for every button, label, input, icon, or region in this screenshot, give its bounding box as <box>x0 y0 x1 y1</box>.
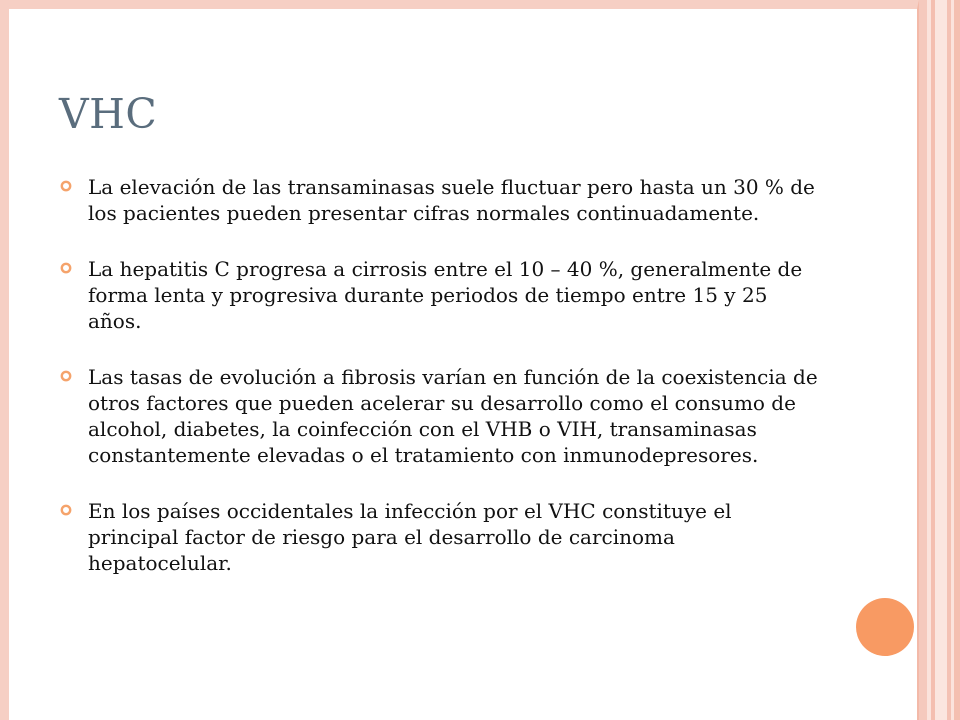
bullet-list <box>60 174 820 606</box>
bullet-item <box>60 364 820 468</box>
decorative-stripes <box>919 0 960 720</box>
slide-title: VHC <box>59 90 158 138</box>
bullet-item <box>60 174 820 226</box>
decorative-circle <box>856 598 914 656</box>
bullet-text: Las tasas de evolución a fibrosis varían en función de la coexistencia de otros factores que pueden acelerar su desarrollo como el consumo de alcohol, diabetes, la coinfección con el VHB o VIH, transaminasas constantemente elevadas o el tratamiento con inmunodepresores. <box>88 365 818 467</box>
bullet-text: La elevación de las transaminasas suele fluctuar pero hasta un 30 % de los pacientes pueden presentar cifras normales continuadamente. <box>88 175 815 225</box>
ring-bullet-icon <box>60 262 72 274</box>
ring-bullet-icon <box>60 370 72 382</box>
bullet-text: En los países occidentales la infección por el VHC constituye el principal factor de riesgo para el desarrollo de carcinoma hepatocelular. <box>88 499 732 575</box>
ring-bullet-icon <box>60 504 72 516</box>
bullet-text: La hepatitis C progresa a cirrosis entre el 10 – 40 %, generalmente de forma lenta y progresiva durante periodos de tiempo entre 15 y 25 años. <box>88 257 803 333</box>
bullet-item <box>60 256 820 334</box>
ring-bullet-icon <box>60 180 72 192</box>
bullet-item <box>60 498 820 576</box>
